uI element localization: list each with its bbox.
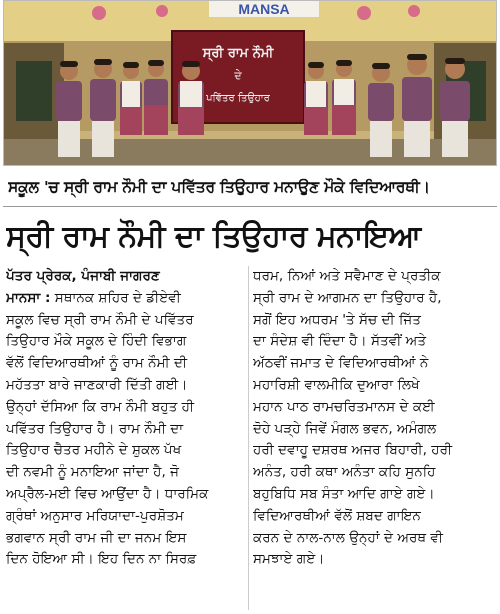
article-line: ਭਗਵਾਨ ਸ੍ਰੀ ਰਾਮ ਜੀ ਦਾ ਜਨਮ ਇਸ <box>6 529 187 546</box>
article-line: ਵੱਲੋਂ ਵਿਦਿਆਰਥੀਆਂ ਨੂੰ ਰਾਮ ਨੌਮੀ ਦੀ <box>6 355 188 372</box>
article-line: ਅਨੰਤ, ਹਰੀ ਕਥਾ ਅਨੰਤਾ ਕਹਿ ਸੁਨਹਿ <box>253 464 436 481</box>
article-line: ਉਨ੍ਹਾਂ ਦੱਸਿਆ ਕਿ ਰਾਮ ਨੌਮੀ ਬਹੁਤ ਹੀ <box>6 398 195 415</box>
article-column-right <box>253 266 494 612</box>
article-line: ਹਰੀ ਦਵਾਹੂ ਦਸ਼ਰਥ ਅਜਰ ਬਿਹਾਰੀ, ਹਰੀ <box>253 442 453 459</box>
article-line: ਬਹੁਬਿਧਿ ਸਬ ਸੰਤਾ ਆਦਿ ਗਾਏ ਗਏ। <box>253 485 435 502</box>
article-line: ਕਰਨ ਦੇ ਨਾਲ-ਨਾਲ ਉਨ੍ਹਾਂ ਦੇ ਅਰਥ ਵੀ <box>253 529 444 546</box>
article-line: ਸਮਝਾਏ ਗਏ। <box>253 551 325 568</box>
board-line-2: ਦੇ <box>234 69 242 82</box>
dateline: ਮਾਨਸਾ : <box>6 289 51 306</box>
article-line <box>6 288 247 310</box>
article-line: ਸਕੂਲ ਵਿਚ ਸ੍ਰੀ ਰਾਮ ਨੌਮੀ ਦੇ ਪਵਿੱਤਰ <box>6 311 194 328</box>
news-photo <box>3 0 497 166</box>
byline: ਪੱਤਰ ਪ੍ਰੇਰਕ, ਪੰਜਾਬੀ ਜਾਗਰਣ <box>6 268 160 284</box>
banner-text: MANSA <box>238 1 290 17</box>
article-line: ਧਰਮ, ਨਿਆਂ ਅਤੇ ਸਵੈਮਾਣ ਦੇ ਪ੍ਰਤੀਕ <box>253 268 441 284</box>
column-divider <box>248 266 249 610</box>
caption-divider <box>3 206 497 207</box>
article-line: ਸਗੋਂ ਇਹ ਅਧਰਮ 'ਤੇ ਸੱਚ ਦੀ ਜਿੱਤ <box>253 311 421 328</box>
article-line: ਦੀ ਨਵਮੀ ਨੂੰ ਮਨਾਇਆ ਜਾਂਦਾ ਹੈ, ਜੋ <box>6 464 179 481</box>
article-line: ਦਾ ਸੰਦੇਸ਼ ਵੀ ਦਿੰਦਾ ਹੈ। ਸੱਤਵੀਂ ਅਤੇ <box>253 333 427 350</box>
article-column-left <box>6 266 247 612</box>
article-line: ਮਹਾਨ ਪਾਠ ਰਾਮਚਰਿਤਮਾਨਸ ਦੇ ਕਈ <box>253 398 435 415</box>
board-title: ਸ੍ਰੀ ਰਾਮ ਨੌਮੀ <box>202 46 274 61</box>
article-line: ਮਹੱਤਤਾ ਬਾਰੇ ਜਾਣਕਾਰੀ ਦਿੱਤੀ ਗਈ। <box>6 376 188 393</box>
board-line-3: ਪਵਿੱਤਰ ਤਿਉਹਾਰ <box>206 93 270 104</box>
article-line: ਪਵਿੱਤਰ ਤਿਉਹਾਰ ਹੈ। ਰਾਮ ਨੌਮੀ ਦਾ <box>6 420 184 437</box>
article-line-text: ਸਥਾਨਕ ਸ਼ਹਿਰ ਦੇ ਡੀਏਵੀ <box>54 289 181 306</box>
article-line: ਤਿਉਹਾਰ ਮੌਕੇ ਸਕੂਲ ਦੇ ਹਿੰਦੀ ਵਿਭਾਗ <box>6 333 187 350</box>
article-line: ਅਪ੍ਰੈਲ-ਮਈ ਵਿਚ ਆਉਂਦਾ ਹੈ। ਧਾਰਮਿਕ <box>6 485 209 502</box>
article-line: ਸ੍ਰੀ ਰਾਮ ਦੇ ਆਗਮਨ ਦਾ ਤਿਉਹਾਰ ਹੈ, <box>253 289 442 306</box>
article-line: ਮਹਾਰਿਸ਼ੀ ਵਾਲਮੀਕਿ ਦੁਆਰਾ ਲਿਖੇ <box>253 376 420 393</box>
article-line: ਅੱਠਵੀਂ ਜਮਾਤ ਦੇ ਵਿਦਿਆਰਥੀਆਂ ਨੇ <box>253 355 429 372</box>
article-line: ਵਿਦਿਆਰਥੀਆਂ ਵੱਲੋਂ ਸ਼ਬਦ ਗਾਇਨ <box>253 507 421 524</box>
photo-caption: ਸਕੂਲ 'ਚ ਸ੍ਰੀ ਰਾਮ ਨੌਮੀ ਦਾ ਪਵਿੱਤਰ ਤਿਉਹਾਰ ਮਨਾਉਣ ਮੌਕੇ ਵਿਦਿਆਰਥੀ। <box>8 178 430 196</box>
article-line: ਗ੍ਰੰਥਾਂ ਅਨੁਸਾਰ ਮਰਿਯਾਦਾ-ਪੁਰਸ਼ੋਤਮ <box>6 507 184 524</box>
article-line: ਦੋਹੇ ਪੜ੍ਹੇ ਜਿਵੇਂ ਮੰਗਲ ਭਵਨ, ਅਮੰਗਲ <box>253 420 437 437</box>
article-line: ਦਿਨ ਹੋਇਆ ਸੀ। ਇਹ ਦਿਨ ਨਾ ਸਿਰਫ਼ <box>6 551 197 568</box>
headline: ਸ੍ਰੀ ਰਾਮ ਨੌਮੀ ਦਾ ਤਿਉਹਾਰ ਮਨਾਇਆ <box>6 219 421 254</box>
article-line: ਤਿਉਹਾਰ ਚੈਤਰ ਮਹੀਨੇ ਦੇ ਸ਼ੁਕਲ ਪੱਖ <box>6 442 182 459</box>
